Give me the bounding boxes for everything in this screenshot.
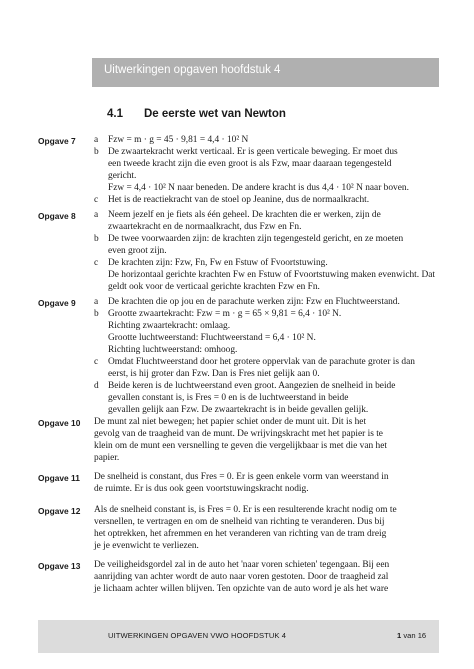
answer-line: Richting zwaartekracht: omlaag. (108, 321, 231, 331)
sub-letter: b (94, 234, 99, 244)
answer-line: Als de snelheid constant is, is Fres = 0. Er is een resulterende kracht nodig om te (94, 505, 397, 515)
answer-line: gevallen gelijk aan Fzw. De zwaartekracht is in beide gevallen gelijk. (108, 405, 369, 415)
answer-line: papier. (94, 453, 120, 463)
sub-letter: c (94, 357, 99, 367)
answer-line: De horizontaal gerichte krachten Fw en Fstuw of Fvoortstuwing maken evenwicht. Dat (108, 270, 435, 280)
section-number: 4.1 (107, 108, 123, 120)
page-indicator (397, 631, 426, 640)
answer-line: Omdat Fluchtweerstand door het grotere oppervlak van de parachute groter is dan (108, 357, 415, 367)
page-number: 1 (397, 631, 402, 640)
answer-line: Fzw = m · g = 45 · 9,81 = 4,4 · 10² N (108, 135, 249, 145)
answer-line: het optrekken, het afremmen en het veranderen van richting van de tram dreig (94, 529, 387, 539)
sub-letter: a (94, 135, 99, 145)
answer-line: gevolg van de traagheid van de munt. De wrijvingskracht met het papier is te (94, 429, 383, 439)
answer-line: de ruimte. Er is dus ook geen voortstuwingskracht nodig. (94, 484, 309, 494)
answer-line: Het is de reactiekracht van de stoel op Jeanine, dus de normaalkracht. (108, 195, 370, 205)
section-title: De eerste wet van Newton (144, 108, 286, 120)
page-total: van 16 (401, 631, 427, 640)
exercise-label: Opgave 12 (38, 506, 81, 516)
sub-letter: c (94, 195, 99, 205)
header-title: Uitwerkingen opgaven hoofdstuk 4 (104, 64, 281, 76)
answer-line: De zwaartekracht werkt verticaal. Er is geen verticale beweging. Er moet dus (108, 147, 398, 157)
exercise-label: Opgave 13 (38, 561, 81, 571)
exercise-label: Opgave 10 (38, 418, 81, 428)
exercise-label: Opgave 7 (38, 136, 76, 146)
sub-letter: a (94, 210, 99, 220)
answer-line: Fzw = 4,4 · 10² N naar beneden. De andere kracht is dus 4,4 · 10² N naar boven. (108, 183, 409, 193)
answer-line: even groot zijn. (108, 246, 167, 256)
sub-letter: a (94, 297, 99, 307)
answer-line: klein om de munt een versnelling te geven die vergelijkbaar is met die van het (94, 441, 387, 451)
answer-line: De veiligheidsgordel zal in de auto het 'naar voren schieten' tegengaan. Bij een (94, 560, 390, 570)
answer-line: Richting luchtweerstand: omhoog. (108, 345, 238, 355)
answer-line: De krachten die op jou en de parachute werken zijn: Fzw en Fluchtweerstand. (108, 297, 400, 307)
exercise-label: Opgave 8 (38, 211, 76, 221)
answer-line: eerst, is hij groter dan Fzw. Dan is Fres niet gelijk aan 0. (108, 369, 320, 379)
sub-letter: c (94, 258, 99, 268)
sub-letter: b (94, 309, 99, 319)
exercise-label: Opgave 9 (38, 298, 76, 308)
sub-letter: b (94, 147, 99, 157)
answer-line: aanrijding van achter wordt de auto naar voren gestoten. Door de traagheid zal (94, 572, 389, 582)
answer-line: De twee voorwaarden zijn: de krachten zijn tegengesteld gericht, en ze moeten (108, 234, 404, 244)
answer-line: versnellen, te vertragen en om de snelheid van richting te veranderen. Dus bij (94, 517, 385, 527)
answer-line: een tweede kracht zijn die even groot is als Fzw, maar daaraan tegengesteld (108, 159, 392, 169)
answer-line: gevallen constant is, is Fres = 0 en is de luchtweerstand in beide (108, 393, 349, 403)
answer-line: je je evenwicht te verliezen. (94, 541, 199, 551)
answer-line: Beide keren is de luchtweerstand even groot. Aangezien de snelheid in beide (108, 381, 396, 391)
exercise-label: Opgave 11 (38, 473, 80, 483)
sub-letter: d (94, 381, 99, 391)
answer-line: Neem jezelf en je fiets als één geheel. De krachten die er werken, zijn de (108, 210, 381, 220)
answer-line: gericht. (108, 171, 137, 181)
footer-text: UITWERKINGEN OPGAVEN VWO HOOFDSTUK 4 (108, 631, 287, 640)
answer-line: geldt ook voor de verticaal gerichte krachten Fzw en Fn. (108, 282, 320, 292)
answer-line: Grootte zwaartekracht: Fzw = m · g = 65 × 9,81 = 6,4 · 10² N. (108, 309, 342, 319)
answer-line: je lichaam achter willen blijven. Ten opzichte van de auto word je als het ware (94, 584, 389, 594)
answer-line: Grootte luchtweerstand: Fluchtweerstand = 6,4 · 10² N. (108, 333, 316, 343)
answer-line: De krachten zijn: Fzw, Fn, Fw en Fstuw of Fvoortstuwing. (108, 258, 328, 268)
answer-line: De munt zal niet bewegen; het papier schiet onder de munt uit. Dit is het (94, 417, 367, 427)
answer-line: zwaartekracht en de normaalkracht, dus Fzw en Fn. (108, 222, 302, 232)
answer-line: De snelheid is constant, dus Fres = 0. Er is geen enkele vorm van weerstand in (94, 472, 389, 482)
